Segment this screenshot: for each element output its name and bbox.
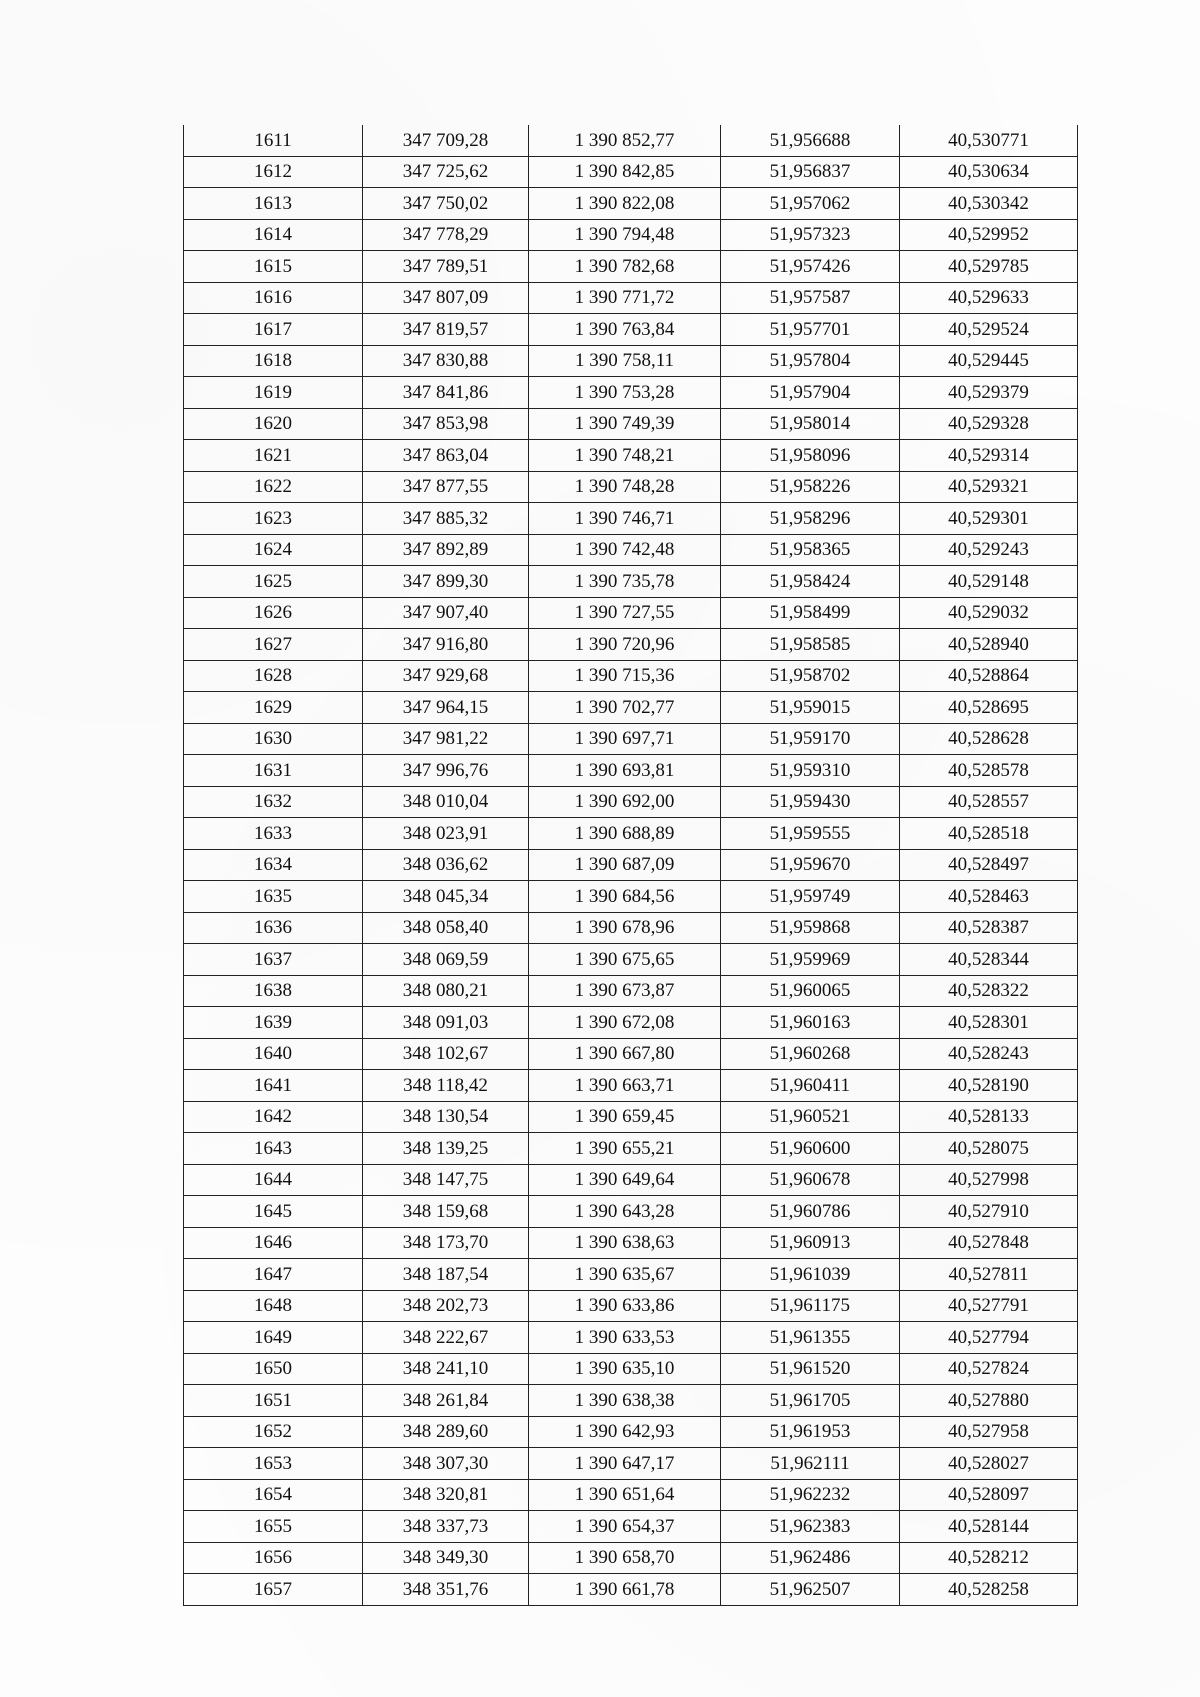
longitude-cell: 40,530342: [900, 188, 1078, 220]
y-coordinate-cell: 1 390 642,93: [529, 1416, 721, 1448]
y-coordinate-cell: 1 390 643,28: [529, 1196, 721, 1228]
longitude-cell: 40,527958: [900, 1416, 1078, 1448]
table-row: [184, 1196, 1078, 1228]
latitude-cell: 51,962486: [721, 1542, 900, 1574]
y-coordinate-cell: 1 390 638,63: [529, 1227, 721, 1259]
x-coordinate-cell: 347 996,76: [363, 755, 529, 787]
latitude-cell: 51,958499: [721, 597, 900, 629]
point-number-cell: 1655: [184, 1511, 363, 1543]
latitude-cell: 51,960065: [721, 975, 900, 1007]
longitude-cell: 40,527791: [900, 1290, 1078, 1322]
x-coordinate-cell: 348 289,60: [363, 1416, 529, 1448]
point-number-cell: 1613: [184, 188, 363, 220]
x-coordinate-cell: 348 118,42: [363, 1070, 529, 1102]
x-coordinate-cell: 348 036,62: [363, 849, 529, 881]
longitude-cell: 40,528578: [900, 755, 1078, 787]
table-row: [184, 975, 1078, 1007]
point-number-cell: 1651: [184, 1385, 363, 1417]
point-number-cell: 1629: [184, 692, 363, 724]
latitude-cell: 51,961705: [721, 1385, 900, 1417]
point-number-cell: 1645: [184, 1196, 363, 1228]
x-coordinate-cell: 347 709,28: [363, 125, 529, 156]
y-coordinate-cell: 1 390 715,36: [529, 660, 721, 692]
table-row: [184, 1511, 1078, 1543]
table-row: [184, 503, 1078, 535]
point-number-cell: 1631: [184, 755, 363, 787]
table-row: [184, 471, 1078, 503]
latitude-cell: 51,958226: [721, 471, 900, 503]
x-coordinate-cell: 348 147,75: [363, 1164, 529, 1196]
latitude-cell: 51,961175: [721, 1290, 900, 1322]
y-coordinate-cell: 1 390 633,53: [529, 1322, 721, 1354]
longitude-cell: 40,529785: [900, 251, 1078, 283]
point-number-cell: 1633: [184, 818, 363, 850]
longitude-cell: 40,528144: [900, 1511, 1078, 1543]
x-coordinate-cell: 347 750,02: [363, 188, 529, 220]
table-row: [184, 566, 1078, 598]
point-number-cell: 1653: [184, 1448, 363, 1480]
latitude-cell: 51,957804: [721, 345, 900, 377]
latitude-cell: 51,960678: [721, 1164, 900, 1196]
table-row: [184, 1164, 1078, 1196]
longitude-cell: 40,528497: [900, 849, 1078, 881]
table-row: [184, 440, 1078, 472]
latitude-cell: 51,962383: [721, 1511, 900, 1543]
point-number-cell: 1622: [184, 471, 363, 503]
y-coordinate-cell: 1 390 661,78: [529, 1574, 721, 1606]
x-coordinate-cell: 347 892,89: [363, 534, 529, 566]
y-coordinate-cell: 1 390 782,68: [529, 251, 721, 283]
table-row: [184, 723, 1078, 755]
latitude-cell: 51,960600: [721, 1133, 900, 1165]
table-row: [184, 818, 1078, 850]
latitude-cell: 51,961355: [721, 1322, 900, 1354]
table-row: [184, 1322, 1078, 1354]
x-coordinate-cell: 348 320,81: [363, 1479, 529, 1511]
x-coordinate-cell: 348 307,30: [363, 1448, 529, 1480]
point-number-cell: 1626: [184, 597, 363, 629]
point-number-cell: 1619: [184, 377, 363, 409]
longitude-cell: 40,529633: [900, 282, 1078, 314]
y-coordinate-cell: 1 390 727,55: [529, 597, 721, 629]
point-number-cell: 1643: [184, 1133, 363, 1165]
table-row: [184, 377, 1078, 409]
point-number-cell: 1649: [184, 1322, 363, 1354]
longitude-cell: 40,528075: [900, 1133, 1078, 1165]
coordinates-table: [183, 125, 1078, 1606]
point-number-cell: 1618: [184, 345, 363, 377]
longitude-cell: 40,528628: [900, 723, 1078, 755]
latitude-cell: 51,959310: [721, 755, 900, 787]
point-number-cell: 1616: [184, 282, 363, 314]
y-coordinate-cell: 1 390 697,71: [529, 723, 721, 755]
longitude-cell: 40,529952: [900, 219, 1078, 251]
y-coordinate-cell: 1 390 654,37: [529, 1511, 721, 1543]
latitude-cell: 51,960268: [721, 1038, 900, 1070]
x-coordinate-cell: 347 789,51: [363, 251, 529, 283]
table-row: [184, 1416, 1078, 1448]
latitude-cell: 51,960411: [721, 1070, 900, 1102]
y-coordinate-cell: 1 390 702,77: [529, 692, 721, 724]
point-number-cell: 1639: [184, 1007, 363, 1039]
x-coordinate-cell: 347 981,22: [363, 723, 529, 755]
latitude-cell: 51,962111: [721, 1448, 900, 1480]
table-row: [184, 1574, 1078, 1606]
longitude-cell: 40,529243: [900, 534, 1078, 566]
point-number-cell: 1634: [184, 849, 363, 881]
point-number-cell: 1637: [184, 944, 363, 976]
longitude-cell: 40,528243: [900, 1038, 1078, 1070]
latitude-cell: 51,957701: [721, 314, 900, 346]
latitude-cell: 51,959170: [721, 723, 900, 755]
longitude-cell: 40,529032: [900, 597, 1078, 629]
point-number-cell: 1615: [184, 251, 363, 283]
x-coordinate-cell: 348 091,03: [363, 1007, 529, 1039]
longitude-cell: 40,528212: [900, 1542, 1078, 1574]
table-row: [184, 629, 1078, 661]
table-row: [184, 692, 1078, 724]
table-row: [184, 1007, 1078, 1039]
point-number-cell: 1635: [184, 881, 363, 913]
table-row: [184, 881, 1078, 913]
x-coordinate-cell: 347 899,30: [363, 566, 529, 598]
y-coordinate-cell: 1 390 742,48: [529, 534, 721, 566]
table-row: [184, 755, 1078, 787]
table-row: [184, 156, 1078, 188]
y-coordinate-cell: 1 390 678,96: [529, 912, 721, 944]
y-coordinate-cell: 1 390 638,38: [529, 1385, 721, 1417]
x-coordinate-cell: 348 349,30: [363, 1542, 529, 1574]
latitude-cell: 51,958702: [721, 660, 900, 692]
x-coordinate-cell: 348 222,67: [363, 1322, 529, 1354]
y-coordinate-cell: 1 390 842,85: [529, 156, 721, 188]
y-coordinate-cell: 1 390 659,45: [529, 1101, 721, 1133]
y-coordinate-cell: 1 390 771,72: [529, 282, 721, 314]
x-coordinate-cell: 347 863,04: [363, 440, 529, 472]
x-coordinate-cell: 347 907,40: [363, 597, 529, 629]
longitude-cell: 40,528344: [900, 944, 1078, 976]
y-coordinate-cell: 1 390 675,65: [529, 944, 721, 976]
point-number-cell: 1625: [184, 566, 363, 598]
latitude-cell: 51,958365: [721, 534, 900, 566]
y-coordinate-cell: 1 390 746,71: [529, 503, 721, 535]
x-coordinate-cell: 348 023,91: [363, 818, 529, 850]
y-coordinate-cell: 1 390 748,28: [529, 471, 721, 503]
x-coordinate-cell: 347 929,68: [363, 660, 529, 692]
x-coordinate-cell: 348 010,04: [363, 786, 529, 818]
latitude-cell: 51,957426: [721, 251, 900, 283]
latitude-cell: 51,957323: [721, 219, 900, 251]
y-coordinate-cell: 1 390 852,77: [529, 125, 721, 156]
latitude-cell: 51,961039: [721, 1259, 900, 1291]
table-row: [184, 282, 1078, 314]
y-coordinate-cell: 1 390 667,80: [529, 1038, 721, 1070]
x-coordinate-cell: 347 841,86: [363, 377, 529, 409]
longitude-cell: 40,529148: [900, 566, 1078, 598]
table-row: [184, 912, 1078, 944]
point-number-cell: 1628: [184, 660, 363, 692]
x-coordinate-cell: 348 080,21: [363, 975, 529, 1007]
point-number-cell: 1654: [184, 1479, 363, 1511]
longitude-cell: 40,529321: [900, 471, 1078, 503]
point-number-cell: 1638: [184, 975, 363, 1007]
y-coordinate-cell: 1 390 822,08: [529, 188, 721, 220]
y-coordinate-cell: 1 390 635,10: [529, 1353, 721, 1385]
latitude-cell: 51,960913: [721, 1227, 900, 1259]
x-coordinate-cell: 348 139,25: [363, 1133, 529, 1165]
x-coordinate-cell: 348 045,34: [363, 881, 529, 913]
table-row: [184, 314, 1078, 346]
longitude-cell: 40,528463: [900, 881, 1078, 913]
table-row: [184, 534, 1078, 566]
point-number-cell: 1624: [184, 534, 363, 566]
latitude-cell: 51,956837: [721, 156, 900, 188]
x-coordinate-cell: 348 351,76: [363, 1574, 529, 1606]
y-coordinate-cell: 1 390 649,64: [529, 1164, 721, 1196]
latitude-cell: 51,959868: [721, 912, 900, 944]
point-number-cell: 1627: [184, 629, 363, 661]
table-row: [184, 1290, 1078, 1322]
point-number-cell: 1652: [184, 1416, 363, 1448]
coordinates-table-body: [184, 125, 1078, 1605]
y-coordinate-cell: 1 390 794,48: [529, 219, 721, 251]
table-row: [184, 1070, 1078, 1102]
x-coordinate-cell: 347 725,62: [363, 156, 529, 188]
table-row: [184, 944, 1078, 976]
point-number-cell: 1657: [184, 1574, 363, 1606]
latitude-cell: 51,962507: [721, 1574, 900, 1606]
point-number-cell: 1623: [184, 503, 363, 535]
longitude-cell: 40,527848: [900, 1227, 1078, 1259]
longitude-cell: 40,529314: [900, 440, 1078, 472]
longitude-cell: 40,529379: [900, 377, 1078, 409]
point-number-cell: 1641: [184, 1070, 363, 1102]
x-coordinate-cell: 347 830,88: [363, 345, 529, 377]
longitude-cell: 40,528864: [900, 660, 1078, 692]
y-coordinate-cell: 1 390 693,81: [529, 755, 721, 787]
longitude-cell: 40,528133: [900, 1101, 1078, 1133]
x-coordinate-cell: 348 173,70: [363, 1227, 529, 1259]
y-coordinate-cell: 1 390 651,64: [529, 1479, 721, 1511]
x-coordinate-cell: 348 130,54: [363, 1101, 529, 1133]
y-coordinate-cell: 1 390 673,87: [529, 975, 721, 1007]
point-number-cell: 1612: [184, 156, 363, 188]
latitude-cell: 51,959430: [721, 786, 900, 818]
latitude-cell: 51,961953: [721, 1416, 900, 1448]
table-row: [184, 1133, 1078, 1165]
y-coordinate-cell: 1 390 753,28: [529, 377, 721, 409]
longitude-cell: 40,528190: [900, 1070, 1078, 1102]
longitude-cell: 40,527794: [900, 1322, 1078, 1354]
y-coordinate-cell: 1 390 633,86: [529, 1290, 721, 1322]
y-coordinate-cell: 1 390 672,08: [529, 1007, 721, 1039]
point-number-cell: 1632: [184, 786, 363, 818]
table-row: [184, 188, 1078, 220]
point-number-cell: 1611: [184, 125, 363, 156]
table-row: [184, 786, 1078, 818]
latitude-cell: 51,957062: [721, 188, 900, 220]
longitude-cell: 40,528258: [900, 1574, 1078, 1606]
longitude-cell: 40,528322: [900, 975, 1078, 1007]
x-coordinate-cell: 347 778,29: [363, 219, 529, 251]
table-row: [184, 1479, 1078, 1511]
longitude-cell: 40,530771: [900, 125, 1078, 156]
longitude-cell: 40,528940: [900, 629, 1078, 661]
longitude-cell: 40,528027: [900, 1448, 1078, 1480]
y-coordinate-cell: 1 390 635,67: [529, 1259, 721, 1291]
point-number-cell: 1621: [184, 440, 363, 472]
latitude-cell: 51,958096: [721, 440, 900, 472]
longitude-cell: 40,527880: [900, 1385, 1078, 1417]
point-number-cell: 1650: [184, 1353, 363, 1385]
point-number-cell: 1640: [184, 1038, 363, 1070]
point-number-cell: 1642: [184, 1101, 363, 1133]
x-coordinate-cell: 348 159,68: [363, 1196, 529, 1228]
latitude-cell: 51,961520: [721, 1353, 900, 1385]
x-coordinate-cell: 348 337,73: [363, 1511, 529, 1543]
y-coordinate-cell: 1 390 692,00: [529, 786, 721, 818]
longitude-cell: 40,527811: [900, 1259, 1078, 1291]
longitude-cell: 40,527824: [900, 1353, 1078, 1385]
table-row: [184, 1038, 1078, 1070]
table-row: [184, 251, 1078, 283]
y-coordinate-cell: 1 390 758,11: [529, 345, 721, 377]
longitude-cell: 40,529301: [900, 503, 1078, 535]
y-coordinate-cell: 1 390 684,56: [529, 881, 721, 913]
longitude-cell: 40,528695: [900, 692, 1078, 724]
latitude-cell: 51,960521: [721, 1101, 900, 1133]
latitude-cell: 51,957587: [721, 282, 900, 314]
table-row: [184, 849, 1078, 881]
point-number-cell: 1614: [184, 219, 363, 251]
table-row: [184, 1542, 1078, 1574]
x-coordinate-cell: 347 807,09: [363, 282, 529, 314]
latitude-cell: 51,962232: [721, 1479, 900, 1511]
y-coordinate-cell: 1 390 749,39: [529, 408, 721, 440]
x-coordinate-cell: 348 187,54: [363, 1259, 529, 1291]
longitude-cell: 40,529445: [900, 345, 1078, 377]
table-row: [184, 597, 1078, 629]
table-row: [184, 345, 1078, 377]
longitude-cell: 40,529524: [900, 314, 1078, 346]
point-number-cell: 1656: [184, 1542, 363, 1574]
latitude-cell: 51,960786: [721, 1196, 900, 1228]
longitude-cell: 40,527910: [900, 1196, 1078, 1228]
latitude-cell: 51,958014: [721, 408, 900, 440]
latitude-cell: 51,959670: [721, 849, 900, 881]
x-coordinate-cell: 348 261,84: [363, 1385, 529, 1417]
latitude-cell: 51,958296: [721, 503, 900, 535]
point-number-cell: 1647: [184, 1259, 363, 1291]
latitude-cell: 51,956688: [721, 125, 900, 156]
latitude-cell: 51,958585: [721, 629, 900, 661]
longitude-cell: 40,528518: [900, 818, 1078, 850]
x-coordinate-cell: 347 819,57: [363, 314, 529, 346]
x-coordinate-cell: 347 853,98: [363, 408, 529, 440]
x-coordinate-cell: 347 877,55: [363, 471, 529, 503]
y-coordinate-cell: 1 390 658,70: [529, 1542, 721, 1574]
x-coordinate-cell: 348 069,59: [363, 944, 529, 976]
table-row: [184, 1101, 1078, 1133]
y-coordinate-cell: 1 390 748,21: [529, 440, 721, 472]
longitude-cell: 40,530634: [900, 156, 1078, 188]
point-number-cell: 1644: [184, 1164, 363, 1196]
longitude-cell: 40,528557: [900, 786, 1078, 818]
y-coordinate-cell: 1 390 687,09: [529, 849, 721, 881]
table-row: [184, 1448, 1078, 1480]
table-row: [184, 1385, 1078, 1417]
latitude-cell: 51,959749: [721, 881, 900, 913]
point-number-cell: 1646: [184, 1227, 363, 1259]
table-row: [184, 408, 1078, 440]
longitude-cell: 40,528387: [900, 912, 1078, 944]
latitude-cell: 51,960163: [721, 1007, 900, 1039]
x-coordinate-cell: 347 885,32: [363, 503, 529, 535]
table-row: [184, 125, 1078, 156]
longitude-cell: 40,528301: [900, 1007, 1078, 1039]
table-row: [184, 1259, 1078, 1291]
latitude-cell: 51,959969: [721, 944, 900, 976]
x-coordinate-cell: 348 058,40: [363, 912, 529, 944]
y-coordinate-cell: 1 390 720,96: [529, 629, 721, 661]
point-number-cell: 1648: [184, 1290, 363, 1322]
table-row: [184, 219, 1078, 251]
point-number-cell: 1620: [184, 408, 363, 440]
x-coordinate-cell: 348 102,67: [363, 1038, 529, 1070]
point-number-cell: 1617: [184, 314, 363, 346]
y-coordinate-cell: 1 390 663,71: [529, 1070, 721, 1102]
x-coordinate-cell: 348 202,73: [363, 1290, 529, 1322]
x-coordinate-cell: 348 241,10: [363, 1353, 529, 1385]
table-row: [184, 660, 1078, 692]
latitude-cell: 51,957904: [721, 377, 900, 409]
y-coordinate-cell: 1 390 688,89: [529, 818, 721, 850]
longitude-cell: 40,527998: [900, 1164, 1078, 1196]
latitude-cell: 51,959555: [721, 818, 900, 850]
longitude-cell: 40,529328: [900, 408, 1078, 440]
y-coordinate-cell: 1 390 735,78: [529, 566, 721, 598]
latitude-cell: 51,958424: [721, 566, 900, 598]
y-coordinate-cell: 1 390 655,21: [529, 1133, 721, 1165]
point-number-cell: 1630: [184, 723, 363, 755]
x-coordinate-cell: 347 964,15: [363, 692, 529, 724]
y-coordinate-cell: 1 390 647,17: [529, 1448, 721, 1480]
x-coordinate-cell: 347 916,80: [363, 629, 529, 661]
point-number-cell: 1636: [184, 912, 363, 944]
y-coordinate-cell: 1 390 763,84: [529, 314, 721, 346]
longitude-cell: 40,528097: [900, 1479, 1078, 1511]
table-row: [184, 1353, 1078, 1385]
latitude-cell: 51,959015: [721, 692, 900, 724]
table-row: [184, 1227, 1078, 1259]
